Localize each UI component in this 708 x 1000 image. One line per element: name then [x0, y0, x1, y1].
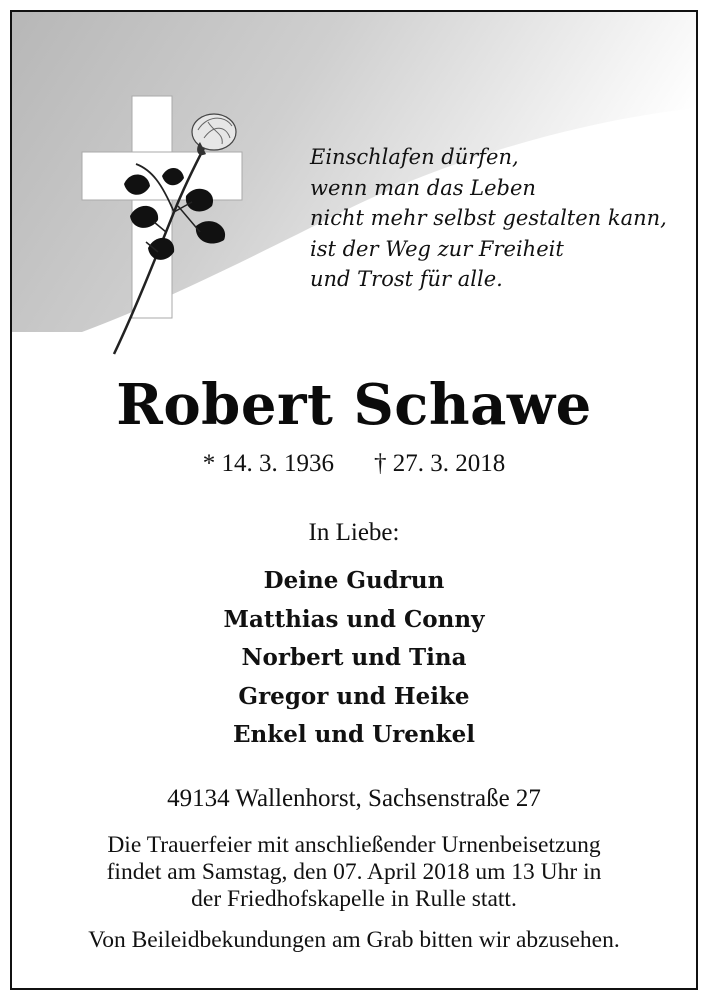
- birth-date: * 14. 3. 1936: [202, 450, 334, 477]
- mourner-name: Deine Gudrun: [263, 567, 445, 594]
- obituary-frame: [10, 10, 698, 990]
- poem-line: nicht mehr selbst gestalten kann,: [310, 206, 667, 230]
- mourners-intro: In Liebe:: [308, 519, 400, 546]
- mourner-name: Norbert und Tina: [241, 644, 467, 671]
- poem: [310, 142, 680, 295]
- poem-line: wenn man das Leben: [310, 175, 536, 200]
- closing-note: Von Beileidbekundungen am Grab bitten wir abzusehen.: [88, 927, 620, 953]
- death-date: † 27. 3. 2018: [374, 450, 506, 477]
- deceased-name: Robert Schawe: [116, 372, 592, 438]
- notice-line: der Friedhofskapelle in Rulle statt.: [191, 886, 517, 912]
- life-dates: [12, 448, 696, 480]
- mourner-name: Gregor und Heike: [238, 682, 470, 710]
- poem-line: und Trost für alle.: [310, 267, 503, 291]
- notice-line: Die Trauerfeier mit anschließender Urnenbeisetzung: [107, 832, 601, 858]
- poem-line: ist der Weg zur Freiheit: [310, 236, 564, 261]
- cross-with-rose: [74, 92, 254, 362]
- notice-line: findet am Samstag, den 07. April 2018 um 13 Uhr in: [106, 859, 602, 885]
- mourner-name: Enkel und Urenkel: [233, 721, 475, 748]
- mourner-name: Matthias und Conny: [223, 605, 485, 633]
- address: 49134 Wallenhorst, Sachsenstraße 27: [167, 785, 541, 812]
- funeral-notice: [12, 832, 696, 913]
- poem-line: Einschlafen dürfen,: [310, 145, 519, 169]
- mourners-list: [12, 562, 696, 755]
